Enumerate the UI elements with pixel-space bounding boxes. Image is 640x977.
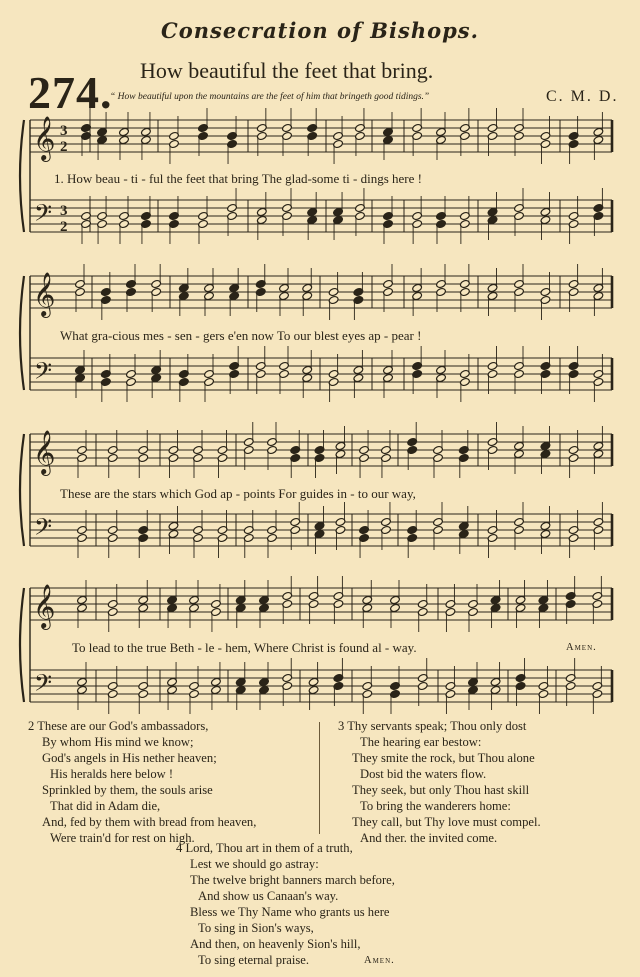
- verse-2-line: His heralds here below !: [50, 767, 174, 781]
- treble-clef-icon: 𝄞: [33, 116, 56, 160]
- hymn-first-line: How beautiful the feet that bring.: [140, 58, 434, 83]
- lyric-line-4: To lead to the true Beth - le - hem, Where Christ is found al - way.: [72, 640, 417, 655]
- verse-2-line: 2 These are our God's ambassadors,: [28, 719, 209, 733]
- amen-label: Amen.: [566, 642, 597, 653]
- treble-clef-icon: 𝄞: [33, 430, 56, 474]
- system-brace: [20, 434, 24, 546]
- verse-4-line: The twelve bright banners march before,: [190, 873, 395, 887]
- verse-2: [28, 718, 256, 846]
- verse-4-line: Bless we Thy Name who grants us here: [190, 905, 390, 919]
- bass-clef-icon: 𝄢: [34, 199, 53, 232]
- lyric-line-2: What gra-cious mes - sen - gers e'en now To our blest eyes ap - pear !: [60, 328, 422, 343]
- bass-clef-icon: 𝄢: [34, 669, 53, 702]
- system-brace: [20, 588, 24, 702]
- verse-3-line: Dost bid the waters flow.: [360, 767, 487, 781]
- lyric-line-1: 1. How beau - ti - ful the feet that bring The glad-some ti - dings here !: [54, 171, 422, 186]
- verse-2-line: And, fed by them with bread from heaven,: [42, 815, 257, 829]
- verse-4-line: Lest we should go astray:: [190, 857, 319, 871]
- treble-clef-icon: 𝄞: [33, 272, 56, 316]
- system-brace: [20, 120, 24, 232]
- lyric-line-3: These are the stars which God ap - points For guides in - to our way,: [60, 486, 416, 501]
- verse-4-line: To sing in Sion's ways,: [198, 921, 314, 935]
- verse-3-line: They seek, but only Thou hast skill: [352, 783, 530, 797]
- verse-2-line: God's angels in His nether heaven;: [42, 751, 217, 765]
- verse-3-line: And ther. the invited come.: [360, 831, 498, 845]
- verse-4-line: And then, on heavenly Sion's hill,: [190, 937, 361, 951]
- bass-clef-icon: 𝄢: [34, 357, 53, 390]
- verse-3: [338, 718, 541, 846]
- page-heading: Consecration of Bishops.: [161, 18, 479, 43]
- time-signature-denominator: 2: [60, 139, 68, 155]
- verse-2-line: By whom His mind we know;: [42, 735, 194, 749]
- verse-4-line: To sing eternal praise.: [198, 953, 310, 967]
- verse-3-line: They smite the rock, but Thou alone: [352, 751, 535, 765]
- verse-2-line: Were train'd for rest on high.: [50, 831, 195, 845]
- verse-4: [176, 840, 395, 968]
- scripture-epigraph: “ How beautiful upon the mountains are the feet of him that bringeth good tidings.”: [110, 92, 430, 102]
- hymn-meter: C. M. D.: [546, 88, 619, 105]
- verse-3-line: They call, but Thy love must compel.: [352, 815, 541, 829]
- time-signature-numerator: 3: [60, 123, 68, 139]
- system-brace: [20, 276, 24, 390]
- hymn-number: 274.: [28, 67, 113, 118]
- treble-clef-icon: 𝄞: [33, 584, 56, 628]
- time-signature-denominator: 2: [60, 219, 68, 235]
- verse-2-line: Sprinkled by them, the souls arise: [42, 783, 213, 797]
- verse-4-line: 4 Lord, Thou art in them of a truth,: [176, 841, 353, 855]
- verse-4-amen: Amen.: [364, 955, 395, 966]
- verse-3-line: To bring the wanderers home:: [360, 799, 511, 813]
- verse-2-line: That did in Adam die,: [50, 799, 161, 813]
- verse-4-line: And show us Canaan's way.: [198, 889, 339, 903]
- bass-clef-icon: 𝄢: [34, 513, 53, 546]
- verse-divider: [319, 722, 320, 834]
- verse-3-line: 3 Thy servants speak; Thou only dost: [338, 719, 527, 733]
- time-signature-numerator: 3: [60, 203, 68, 219]
- verse-3-line: The hearing ear bestow:: [360, 735, 482, 749]
